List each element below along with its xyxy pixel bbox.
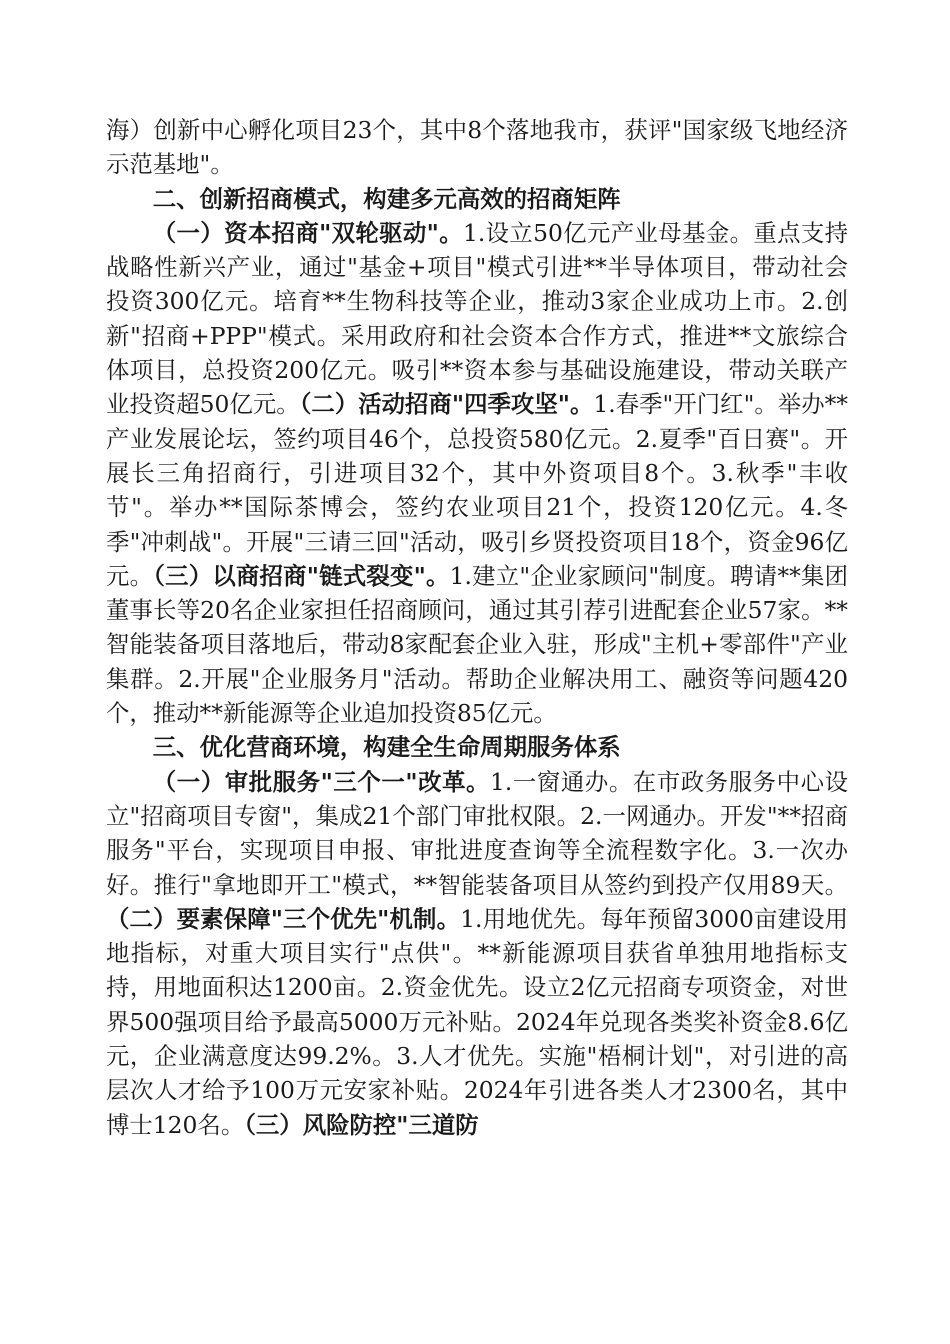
subsection-title-3-2: （二）要素保障"三个优先"机制。 (106, 904, 461, 933)
section-heading-3: 三、优化营商环境，构建全生命周期服务体系 (152, 733, 621, 762)
section-3-body (106, 765, 848, 1142)
subsection-title-3-3: （三）风险防控"三道防 (244, 1110, 479, 1139)
subsection-title-3-1: （一）审批服务"三个一"改革。 (152, 767, 491, 796)
subsection-text-3-2: 1.用地优先。每年预留3000亩建设用地指标，对重大项目实行"点供"。**新能源项目获省单独用地指标支持，用地面积达1200亩。2.资金优先。设立2亿元招商专项资金，对世界500强项目给予最高5000万元补贴。2024年兑现各类奖补资金8.6亿元，企业满意度达99.2%。3.人才优先。实施"梧桐计划"，对引进的高层次人才给予100万元安家补贴。2024年引进各类人才2300名，其中博士120名。 (106, 904, 849, 1139)
subsection-title-2-3: （三）以商招商"链式裂变"。 (153, 561, 450, 590)
section-2-body (106, 216, 848, 730)
subsection-text-3-1: 1.一窗通办。在市政务服务中心设立"招商项目专窗"，集成21个部门审批权限。2.一网通办。开发"**招商服务"平台，实现项目申报、审批进度查询等全流程数字化。3.一次办好。推行"拿地即开工"模式，**智能装备项目从签约到投产仅用89天。 (106, 767, 848, 899)
subsection-text-2-3: 1.建立"企业家顾问"制度。聘请**集团董事长等20名企业家担任招商顾问，通过其引荐引进配套企业57家。**智能装备项目落地后，带动8家配套企业入驻，形成"主机+零部件"产业集群。2.开展"企业服务月"活动。帮助企业解决用工、融资等问题420个，推动**新能源等企业追加投资85亿元。 (106, 561, 849, 728)
subsection-title-2-2: （二）活动招商"四季攻坚"。 (299, 390, 594, 419)
subsection-text-2-1: 1.设立50亿元产业母基金。重点支持战略性新兴产业，通过"基金+项目"模式引进**半导体项目，带动社会投资300亿元。培育**生物科技等企业，推动3家企业成功上市。2.创新"招商+PPP"模式。采用政府和社会资本合作方式，推进**文旅综合体项目，总投资200亿元。吸引**资本参与基础设施建设，带动关联产业投资超50亿元。 (106, 218, 848, 419)
section-heading-2: 二、创新招商模式，构建多元高效的招商矩阵 (152, 184, 621, 213)
paragraph-continuation: 海）创新中心孵化项目23个，其中8个落地我市，获评"国家级飞地经济示范基地"。 (106, 116, 848, 179)
subsection-text-2-2: 1.春季"开门红"。举办**产业发展论坛，签约项目46个，总投资580亿元。2.夏季"百日赛"。开展长三角招商行，引进项目32个，其中外资项目8个。3.秋季"丰收节"。举办**国际茶博会，签约农业项目21个，投资120亿元。4.冬季"冲刺战"。开展"三请三回"活动，吸引乡贤投资项目18个，资金96亿元。 (106, 390, 849, 590)
subsection-title-2-1: （一）资本招商"双轮驱动"。 (152, 218, 463, 247)
document-body (106, 113, 848, 1142)
